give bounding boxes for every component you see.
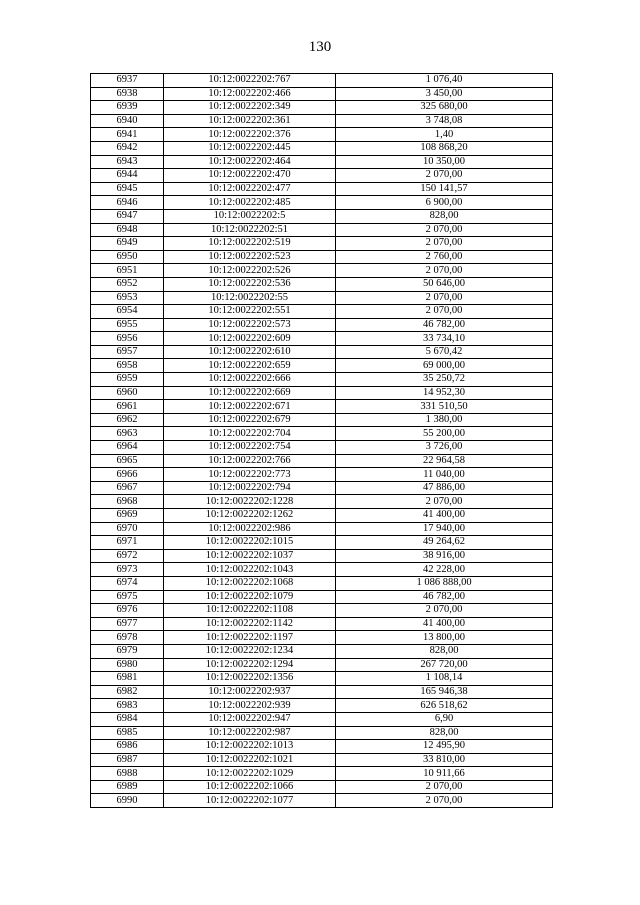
- cadastral-value-table: [90, 73, 553, 808]
- value-cell: 47 886,00: [336, 481, 553, 495]
- table-row: [91, 359, 553, 373]
- cadastral-number-cell: 10:12:0022202:669: [164, 386, 336, 400]
- value-cell: 2 070,00: [336, 264, 553, 278]
- table-row: [91, 481, 553, 495]
- table-row: [91, 413, 553, 427]
- value-cell: 22 964,58: [336, 454, 553, 468]
- cadastral-number-cell: 10:12:0022202:1234: [164, 644, 336, 658]
- value-cell: 11 040,00: [336, 468, 553, 482]
- table-row: [91, 740, 553, 754]
- cadastral-number-cell: 10:12:0022202:5: [164, 209, 336, 223]
- table-row: [91, 644, 553, 658]
- value-cell: 14 952,30: [336, 386, 553, 400]
- value-cell: 2 070,00: [336, 794, 553, 808]
- table-row: [91, 617, 553, 631]
- row-number-cell: 6987: [91, 753, 164, 767]
- cadastral-number-cell: 10:12:0022202:1356: [164, 672, 336, 686]
- table-row: [91, 590, 553, 604]
- cadastral-number-cell: 10:12:0022202:794: [164, 481, 336, 495]
- cadastral-number-cell: 10:12:0022202:1108: [164, 604, 336, 618]
- table-row: [91, 345, 553, 359]
- cadastral-number-cell: 10:12:0022202:1021: [164, 753, 336, 767]
- value-cell: 150 141,57: [336, 182, 553, 196]
- table-row: [91, 209, 553, 223]
- row-number-cell: 6976: [91, 604, 164, 618]
- row-number-cell: 6973: [91, 563, 164, 577]
- table-row: [91, 264, 553, 278]
- row-number-cell: 6970: [91, 522, 164, 536]
- cadastral-number-cell: 10:12:0022202:376: [164, 128, 336, 142]
- value-cell: 2 070,00: [336, 291, 553, 305]
- value-cell: 108 868,20: [336, 141, 553, 155]
- cadastral-number-cell: 10:12:0022202:361: [164, 114, 336, 128]
- table-row: [91, 672, 553, 686]
- table-row: [91, 386, 553, 400]
- table-row: [91, 441, 553, 455]
- row-number-cell: 6967: [91, 481, 164, 495]
- table-row: [91, 169, 553, 183]
- cadastral-number-cell: 10:12:0022202:610: [164, 345, 336, 359]
- row-number-cell: 6986: [91, 740, 164, 754]
- table-row: [91, 780, 553, 794]
- row-number-cell: 6949: [91, 237, 164, 251]
- cadastral-number-cell: 10:12:0022202:526: [164, 264, 336, 278]
- row-number-cell: 6980: [91, 658, 164, 672]
- row-number-cell: 6947: [91, 209, 164, 223]
- table-row: [91, 250, 553, 264]
- cadastral-number-cell: 10:12:0022202:1043: [164, 563, 336, 577]
- value-cell: 1 086 888,00: [336, 576, 553, 590]
- row-number-cell: 6965: [91, 454, 164, 468]
- value-cell: 2 070,00: [336, 780, 553, 794]
- row-number-cell: 6955: [91, 318, 164, 332]
- table-body: [91, 74, 553, 808]
- table-row: [91, 223, 553, 237]
- table-row: [91, 563, 553, 577]
- row-number-cell: 6960: [91, 386, 164, 400]
- value-cell: 1 380,00: [336, 413, 553, 427]
- table-row: [91, 277, 553, 291]
- table-row: [91, 576, 553, 590]
- value-cell: 33 734,10: [336, 332, 553, 346]
- value-cell: 12 495,90: [336, 740, 553, 754]
- cadastral-number-cell: 10:12:0022202:671: [164, 400, 336, 414]
- cadastral-number-cell: 10:12:0022202:519: [164, 237, 336, 251]
- row-number-cell: 6943: [91, 155, 164, 169]
- cadastral-number-cell: 10:12:0022202:666: [164, 373, 336, 387]
- value-cell: 35 250,72: [336, 373, 553, 387]
- value-cell: 626 518,62: [336, 699, 553, 713]
- row-number-cell: 6971: [91, 536, 164, 550]
- cadastral-number-cell: 10:12:0022202:349: [164, 101, 336, 115]
- row-number-cell: 6977: [91, 617, 164, 631]
- row-number-cell: 6989: [91, 780, 164, 794]
- cadastral-number-cell: 10:12:0022202:466: [164, 87, 336, 101]
- table-row: [91, 128, 553, 142]
- value-cell: 10 911,66: [336, 767, 553, 781]
- row-number-cell: 6979: [91, 644, 164, 658]
- value-cell: 17 940,00: [336, 522, 553, 536]
- table-row: [91, 658, 553, 672]
- table-row: [91, 305, 553, 319]
- cadastral-number-cell: 10:12:0022202:551: [164, 305, 336, 319]
- cadastral-number-cell: 10:12:0022202:464: [164, 155, 336, 169]
- table-row: [91, 767, 553, 781]
- cadastral-number-cell: 10:12:0022202:1068: [164, 576, 336, 590]
- value-cell: 33 810,00: [336, 753, 553, 767]
- row-number-cell: 6958: [91, 359, 164, 373]
- row-number-cell: 6975: [91, 590, 164, 604]
- value-cell: 6,90: [336, 712, 553, 726]
- row-number-cell: 6984: [91, 712, 164, 726]
- cadastral-number-cell: 10:12:0022202:939: [164, 699, 336, 713]
- cadastral-number-cell: 10:12:0022202:536: [164, 277, 336, 291]
- table-row: [91, 794, 553, 808]
- cadastral-number-cell: 10:12:0022202:573: [164, 318, 336, 332]
- table-row: [91, 753, 553, 767]
- row-number-cell: 6940: [91, 114, 164, 128]
- row-number-cell: 6972: [91, 549, 164, 563]
- cadastral-number-cell: 10:12:0022202:477: [164, 182, 336, 196]
- row-number-cell: 6954: [91, 305, 164, 319]
- cadastral-number-cell: 10:12:0022202:445: [164, 141, 336, 155]
- value-cell: 165 946,38: [336, 685, 553, 699]
- row-number-cell: 6959: [91, 373, 164, 387]
- value-cell: 331 510,50: [336, 400, 553, 414]
- value-cell: 46 782,00: [336, 318, 553, 332]
- row-number-cell: 6942: [91, 141, 164, 155]
- cadastral-number-cell: 10:12:0022202:1077: [164, 794, 336, 808]
- cadastral-number-cell: 10:12:0022202:1294: [164, 658, 336, 672]
- value-cell: 1 076,40: [336, 74, 553, 88]
- row-number-cell: 6956: [91, 332, 164, 346]
- table-row: [91, 726, 553, 740]
- cadastral-number-cell: 10:12:0022202:986: [164, 522, 336, 536]
- row-number-cell: 6946: [91, 196, 164, 210]
- row-number-cell: 6961: [91, 400, 164, 414]
- table-row: [91, 509, 553, 523]
- value-cell: 41 400,00: [336, 617, 553, 631]
- row-number-cell: 6983: [91, 699, 164, 713]
- table-row: [91, 332, 553, 346]
- value-cell: 41 400,00: [336, 509, 553, 523]
- table-row: [91, 604, 553, 618]
- row-number-cell: 6968: [91, 495, 164, 509]
- value-cell: 2 070,00: [336, 237, 553, 251]
- cadastral-number-cell: 10:12:0022202:1197: [164, 631, 336, 645]
- value-cell: 49 264,62: [336, 536, 553, 550]
- page-number: 130: [308, 39, 332, 55]
- cadastral-number-cell: 10:12:0022202:679: [164, 413, 336, 427]
- cadastral-number-cell: 10:12:0022202:1013: [164, 740, 336, 754]
- value-cell: 3 726,00: [336, 441, 553, 455]
- value-cell: 2 070,00: [336, 604, 553, 618]
- cadastral-number-cell: 10:12:0022202:1228: [164, 495, 336, 509]
- cadastral-number-cell: 10:12:0022202:609: [164, 332, 336, 346]
- value-cell: 2 070,00: [336, 305, 553, 319]
- row-number-cell: 6964: [91, 441, 164, 455]
- row-number-cell: 6951: [91, 264, 164, 278]
- table-row: [91, 101, 553, 115]
- cadastral-number-cell: 10:12:0022202:523: [164, 250, 336, 264]
- row-number-cell: 6938: [91, 87, 164, 101]
- row-number-cell: 6944: [91, 169, 164, 183]
- row-number-cell: 6988: [91, 767, 164, 781]
- value-cell: 1 108,14: [336, 672, 553, 686]
- value-cell: 38 916,00: [336, 549, 553, 563]
- table-row: [91, 522, 553, 536]
- row-number-cell: 6948: [91, 223, 164, 237]
- row-number-cell: 6957: [91, 345, 164, 359]
- row-number-cell: 6962: [91, 413, 164, 427]
- table-row: [91, 454, 553, 468]
- value-cell: 1,40: [336, 128, 553, 142]
- cadastral-number-cell: 10:12:0022202:937: [164, 685, 336, 699]
- row-number-cell: 6952: [91, 277, 164, 291]
- table-row: [91, 712, 553, 726]
- table-row: [91, 495, 553, 509]
- cadastral-number-cell: 10:12:0022202:767: [164, 74, 336, 88]
- value-cell: 46 782,00: [336, 590, 553, 604]
- row-number-cell: 6982: [91, 685, 164, 699]
- value-cell: 42 228,00: [336, 563, 553, 577]
- cadastral-number-cell: 10:12:0022202:704: [164, 427, 336, 441]
- table-row: [91, 141, 553, 155]
- value-cell: 2 070,00: [336, 495, 553, 509]
- cadastral-number-cell: 10:12:0022202:1079: [164, 590, 336, 604]
- value-cell: 69 000,00: [336, 359, 553, 373]
- table-row: [91, 291, 553, 305]
- cadastral-number-cell: 10:12:0022202:1262: [164, 509, 336, 523]
- table-row: [91, 114, 553, 128]
- cadastral-number-cell: 10:12:0022202:659: [164, 359, 336, 373]
- cadastral-number-cell: 10:12:0022202:55: [164, 291, 336, 305]
- cadastral-number-cell: 10:12:0022202:1015: [164, 536, 336, 550]
- table-row: [91, 536, 553, 550]
- cadastral-number-cell: 10:12:0022202:485: [164, 196, 336, 210]
- table-row: [91, 468, 553, 482]
- cadastral-number-cell: 10:12:0022202:947: [164, 712, 336, 726]
- row-number-cell: 6969: [91, 509, 164, 523]
- value-cell: 828,00: [336, 644, 553, 658]
- table-row: [91, 400, 553, 414]
- cadastral-number-cell: 10:12:0022202:766: [164, 454, 336, 468]
- row-number-cell: 6981: [91, 672, 164, 686]
- value-cell: 13 800,00: [336, 631, 553, 645]
- value-cell: 6 900,00: [336, 196, 553, 210]
- table-row: [91, 631, 553, 645]
- value-cell: 828,00: [336, 726, 553, 740]
- value-cell: 2 070,00: [336, 169, 553, 183]
- row-number-cell: 6978: [91, 631, 164, 645]
- table-row: [91, 373, 553, 387]
- row-number-cell: 6945: [91, 182, 164, 196]
- cadastral-number-cell: 10:12:0022202:1037: [164, 549, 336, 563]
- value-cell: 10 350,00: [336, 155, 553, 169]
- table-row: [91, 427, 553, 441]
- table-row: [91, 182, 553, 196]
- value-cell: 3 748,08: [336, 114, 553, 128]
- row-number-cell: 6974: [91, 576, 164, 590]
- cadastral-number-cell: 10:12:0022202:1142: [164, 617, 336, 631]
- table-row: [91, 318, 553, 332]
- cadastral-number-cell: 10:12:0022202:1066: [164, 780, 336, 794]
- cadastral-number-cell: 10:12:0022202:51: [164, 223, 336, 237]
- cadastral-number-cell: 10:12:0022202:1029: [164, 767, 336, 781]
- value-cell: 2 760,00: [336, 250, 553, 264]
- cadastral-number-cell: 10:12:0022202:754: [164, 441, 336, 455]
- row-number-cell: 6941: [91, 128, 164, 142]
- table-row: [91, 685, 553, 699]
- cadastral-number-cell: 10:12:0022202:470: [164, 169, 336, 183]
- value-cell: 50 646,00: [336, 277, 553, 291]
- value-cell: 3 450,00: [336, 87, 553, 101]
- table-row: [91, 196, 553, 210]
- value-cell: 2 070,00: [336, 223, 553, 237]
- row-number-cell: 6953: [91, 291, 164, 305]
- value-cell: 55 200,00: [336, 427, 553, 441]
- table-row: [91, 74, 553, 88]
- value-cell: 267 720,00: [336, 658, 553, 672]
- row-number-cell: 6966: [91, 468, 164, 482]
- value-cell: 828,00: [336, 209, 553, 223]
- row-number-cell: 6950: [91, 250, 164, 264]
- cadastral-number-cell: 10:12:0022202:987: [164, 726, 336, 740]
- table-row: [91, 699, 553, 713]
- table-row: [91, 237, 553, 251]
- table-row: [91, 549, 553, 563]
- row-number-cell: 6937: [91, 74, 164, 88]
- row-number-cell: 6985: [91, 726, 164, 740]
- value-cell: 5 670,42: [336, 345, 553, 359]
- value-cell: 325 680,00: [336, 101, 553, 115]
- cadastral-number-cell: 10:12:0022202:773: [164, 468, 336, 482]
- table-row: [91, 87, 553, 101]
- row-number-cell: 6990: [91, 794, 164, 808]
- row-number-cell: 6939: [91, 101, 164, 115]
- table-row: [91, 155, 553, 169]
- row-number-cell: 6963: [91, 427, 164, 441]
